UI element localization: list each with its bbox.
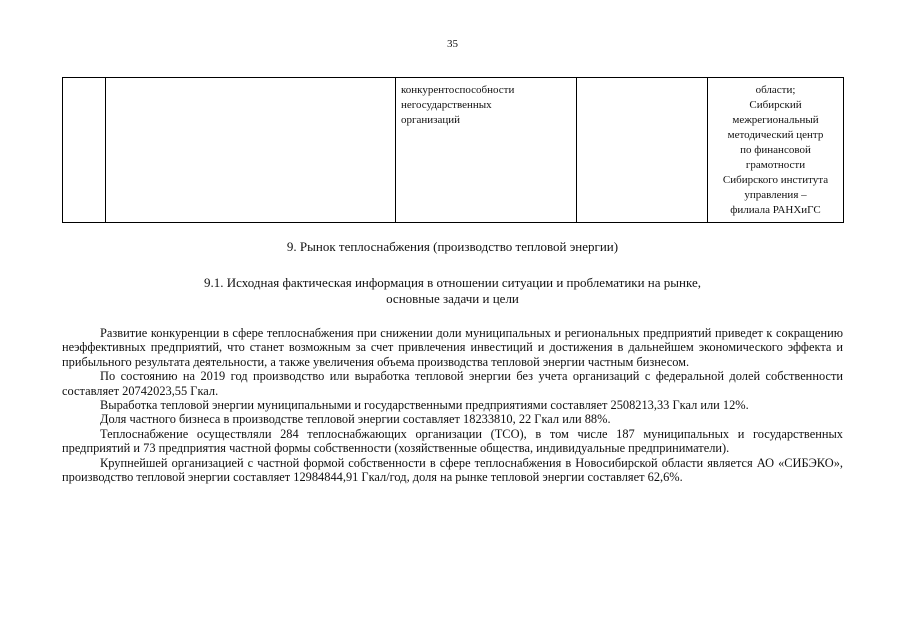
cell-text-line: организаций <box>401 114 461 126</box>
subsection-title-line1: 9.1. Исходная фактическая информация в отношении ситуации и проблематики на рынке, <box>204 275 701 290</box>
paragraph: По состоянию на 2019 год производство или выработка тепловой энергии без учета организаций с федеральной долей собственности составляет 20742023,55 Гкал. <box>62 369 843 398</box>
cell-text-line: по финансовой <box>740 144 811 156</box>
paragraph: Крупнейшей организацией с частной формой собственности в сфере теплоснабжения в Новосибирской области является АО «СИБЭКО», производство тепловой энергии составляет 12984844,91 Гкал/год, доля на рынке тепловой энергии составляет 62,6%. <box>62 455 843 485</box>
section-title: 9. Рынок теплоснабжения (производство тепловой энергии) <box>286 239 619 254</box>
cell-text-line: Сибирского института <box>722 174 829 186</box>
paragraph: Выработка тепловой энергии муниципальными и государственными предприятиями составляет 2508213,33 Гкал или 12%. <box>100 398 749 413</box>
continued-table <box>62 77 844 223</box>
paragraph: Доля частного бизнеса в производстве тепловой энергии составляет 18233810, 22 Гкал или 88%. <box>100 412 611 427</box>
table-cell-measure <box>396 78 577 223</box>
table-cell-empty-1 <box>63 78 106 223</box>
body-text <box>62 326 843 484</box>
table-row <box>63 78 844 223</box>
table-cell-empty-2 <box>106 78 396 223</box>
page-number: 35 <box>447 38 458 50</box>
cell-text-line: методический центр <box>727 129 824 141</box>
table-cell-empty-4 <box>577 78 708 223</box>
cell-text-line: межрегиональный <box>732 114 819 126</box>
paragraph: Теплоснабжение осуществляли 284 теплоснабжающих организации (ТСО), в том числе 187 муниципальных и государственных предприятий и 73 предприятия частной формы собственности (хозяйственные общества, индивидуальные предприниматели). <box>62 426 843 456</box>
cell-text-line: управления – <box>744 189 807 201</box>
cell-text-line: области; <box>755 84 796 96</box>
paragraph: Развитие конкуренции в сфере теплоснабжения при снижении доли муниципальных и региональных предприятий приведет к сокращению неэффективных предприятий, что станет возможным за счет привлечения инвестиций и достижения в дальнейшем экономического эффекта и прибыльного результата деятельности, а также увеличения объема производства тепловой энергии частным бизнесом. <box>62 326 843 369</box>
subsection-title-line2: основные задачи и цели <box>386 291 519 306</box>
cell-text-line: грамотности <box>745 159 806 171</box>
cell-text-line: конкурентоспособности <box>401 84 515 96</box>
cell-text-line: филиала РАНХиГС <box>730 204 821 216</box>
table-cell-executors <box>708 78 844 223</box>
cell-text-line: негосударственных <box>401 99 492 111</box>
cell-text-line: Сибирский <box>749 99 802 111</box>
